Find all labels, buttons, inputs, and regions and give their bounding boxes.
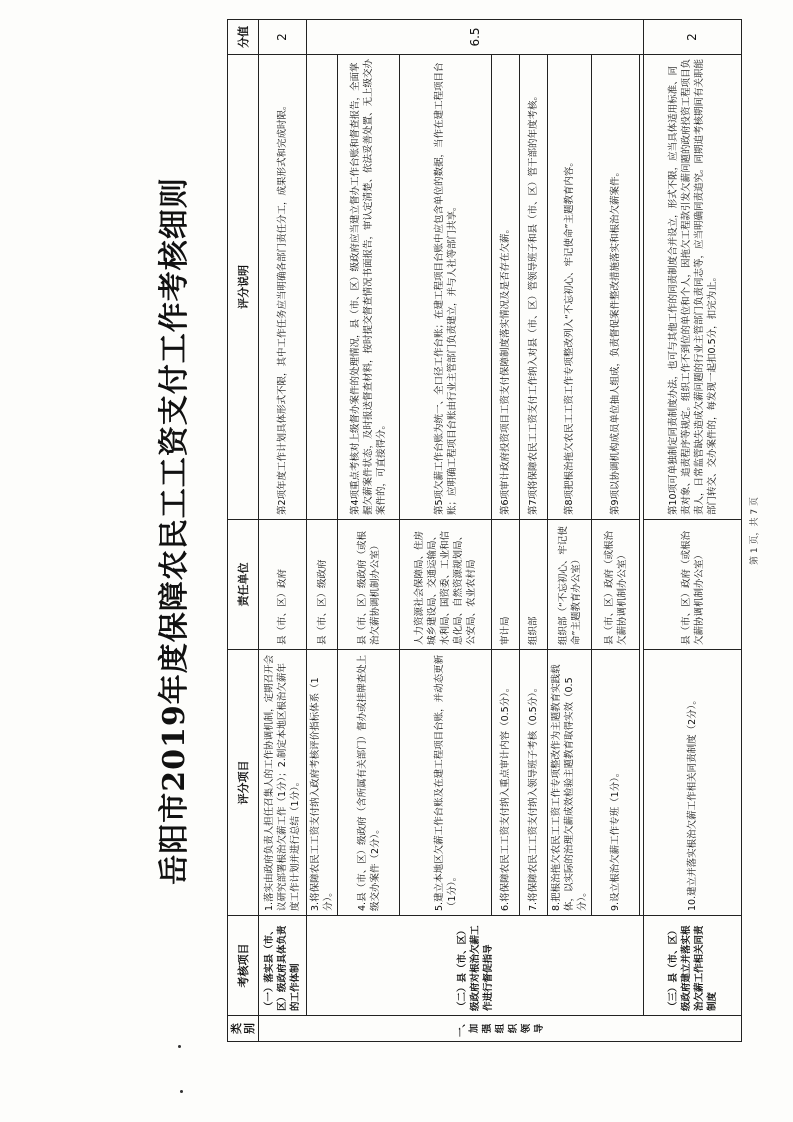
unit-cell: 县（市、区）级政府 [307, 520, 338, 650]
header-scoring-item: 评分项目 [228, 650, 259, 916]
unit-cell: 组织部 [520, 520, 548, 650]
score-cell: 6.5 [307, 20, 644, 55]
header-item: 考核项目 [228, 916, 259, 1016]
scan-speck [180, 1090, 183, 1093]
unit-cell: 审计局 [492, 520, 520, 650]
table-row [307, 20, 338, 1042]
category-cell: 一、加强组织领导 [259, 1016, 742, 1042]
group-cell: （三）县（市、区）级政府建立并落实根治欠薪工作相关同责制度 [644, 916, 742, 1016]
desc-cell: 第10项可单独制定同责制度办法，也可与其他工作的同责制度合并设立，形式不限，应当具体适用标准、同责对象、追责程序等规定。组织工作不到位的单位和个人，因拖欠工程款引发欠薪问题的政府投资工程项目负责人，日常监管缺失造成欠薪问题的行业主管部门负责同志等，应当明确同责追究。同期追考核期间有关职能部门转交、交办案件的，每发现一起扣0.5分，扣完为止。 [644, 55, 742, 520]
assessment-table [227, 19, 742, 1042]
score-cell: 2 [259, 20, 307, 55]
item-cell: 4.县（市、区）级政府（含所属有关部门）督办或挂牌查处上级交办案件（2分）。 [338, 650, 400, 916]
item-cell: 5.建立本地区欠薪工作台账及在建工程项目台账，并动态更新（1分）。 [400, 650, 492, 916]
item-cell: 10.建立并落实根治欠薪工作相关同责制度（2分）。 [644, 650, 742, 916]
desc-cell [307, 55, 338, 520]
scan-speck [178, 1045, 181, 1048]
item-cell: 6.将保障农民工工资支付纳入重点审计内容（0.5分）。 [492, 650, 520, 916]
desc-cell: 第5项欠薪工作台账为统一、全口径工作台账；在建工程项目台账中应包含单位的数据，当作在建工程项目台账；应明确工程项目台账由行业主管部门负责建立，并与人社等部门共享。 [400, 55, 492, 520]
desc-cell: 第2项年度工作计划具体形式不限，其中工作任务应当明确各部门责任分工，成果形式和完成时限。 [259, 55, 307, 520]
header-responsible-unit: 责任单位 [228, 520, 259, 650]
table-header-row [228, 20, 259, 1042]
score-cell: 2 [644, 20, 742, 55]
page-footer: 第 1 页，共 7 页 [750, 497, 760, 565]
table-row [592, 20, 640, 1042]
table-row [492, 20, 520, 1042]
header-score: 分值 [228, 20, 259, 55]
table-row [644, 20, 742, 1042]
header-scoring-note: 评分说明 [228, 55, 259, 520]
rotated-document [147, 20, 780, 1042]
desc-cell: 第8项把根治拖欠农民工工资工作专项整改列入“不忘初心、牢记使命”主题教育内容。 [548, 55, 592, 520]
table-row [548, 20, 592, 1042]
desc-cell: 第7项将保障农民工工资支付工作纳入对县（市、区）管领导班子和县（市、区）管干部的年度考核。 [520, 55, 548, 520]
header-category: 类别 [228, 1016, 259, 1042]
unit-cell: 组织部（“不忘初心、牢记使命”主题教育办公室） [548, 520, 592, 650]
table-row [520, 20, 548, 1042]
table-row [259, 20, 307, 1042]
group-cell: （一）落实县（市、区）级政府具体负责的工作体制 [259, 916, 307, 1016]
unit-cell: 县（市、区）政府（或根治欠薪协调机制办公室） [644, 520, 742, 650]
item-cell: 1.落实由政府负责人担任召集人的工作协调机制，定期召开会议研究部署根治欠薪工作（1分）；2.制定本地区根治欠薪年度工作计划并进行总结（1分）。 [259, 650, 307, 916]
item-cell: 7.将保障农民工工资支付纳入领导班子考核（0.5分）。 [520, 650, 548, 916]
desc-cell: 第4项重点考核对上级督办案件的处理情况，县（市、区）级政府应当建立督办工作台账和督查报告，全面掌握欠薪案件状态，及时报送督查材料，按时提交督查情况书面报告，审认定清楚、依法妥善处置、无上级交办案件的，可直接得分。 [338, 55, 400, 520]
desc-cell: 第9项以协调机构成员单位抽人组成，负责督促案件整改措施落实和根治欠薪案件。 [592, 55, 640, 520]
table-row [400, 20, 492, 1042]
table-row [338, 20, 400, 1042]
document-title: 岳阳市2019年度保障农民工工资支付工作考核细则 [157, 177, 192, 885]
unit-cell: 县（市、区）级政府（或根治欠薪协调机制办公室） [338, 520, 400, 650]
desc-cell: 第6项审计政府投资项目工资支付保障制度落实情况及是否存在欠薪。 [492, 55, 520, 520]
item-cell: 9.设立根治欠薪工作专班（1分）。 [592, 650, 640, 916]
item-cell: 8.把根治拖欠农民工工资工作专项整改作为主题教育实践载体，以实际的治理欠薪成效检验主题教育取得实效（0.5分）。 [548, 650, 592, 916]
unit-cell: 人力资源社会保障局、住房城乡建设局、交通运输局、水利局、国资委、工业和信息化局、自然资源规划局、公安局、农业农村局 [400, 520, 492, 650]
unit-cell: 县（市、区）政府 [259, 520, 307, 650]
item-cell: 3.将保障农民工工资支付纳入政府考核评价指标体系（1分）。 [307, 650, 338, 916]
group-cell: （二）县（市、区）级政府对根治欠薪工作进行督促指导 [307, 916, 644, 1016]
unit-cell: 县（市、区）政府（或根治欠薪协调机制办公室） [592, 520, 640, 650]
